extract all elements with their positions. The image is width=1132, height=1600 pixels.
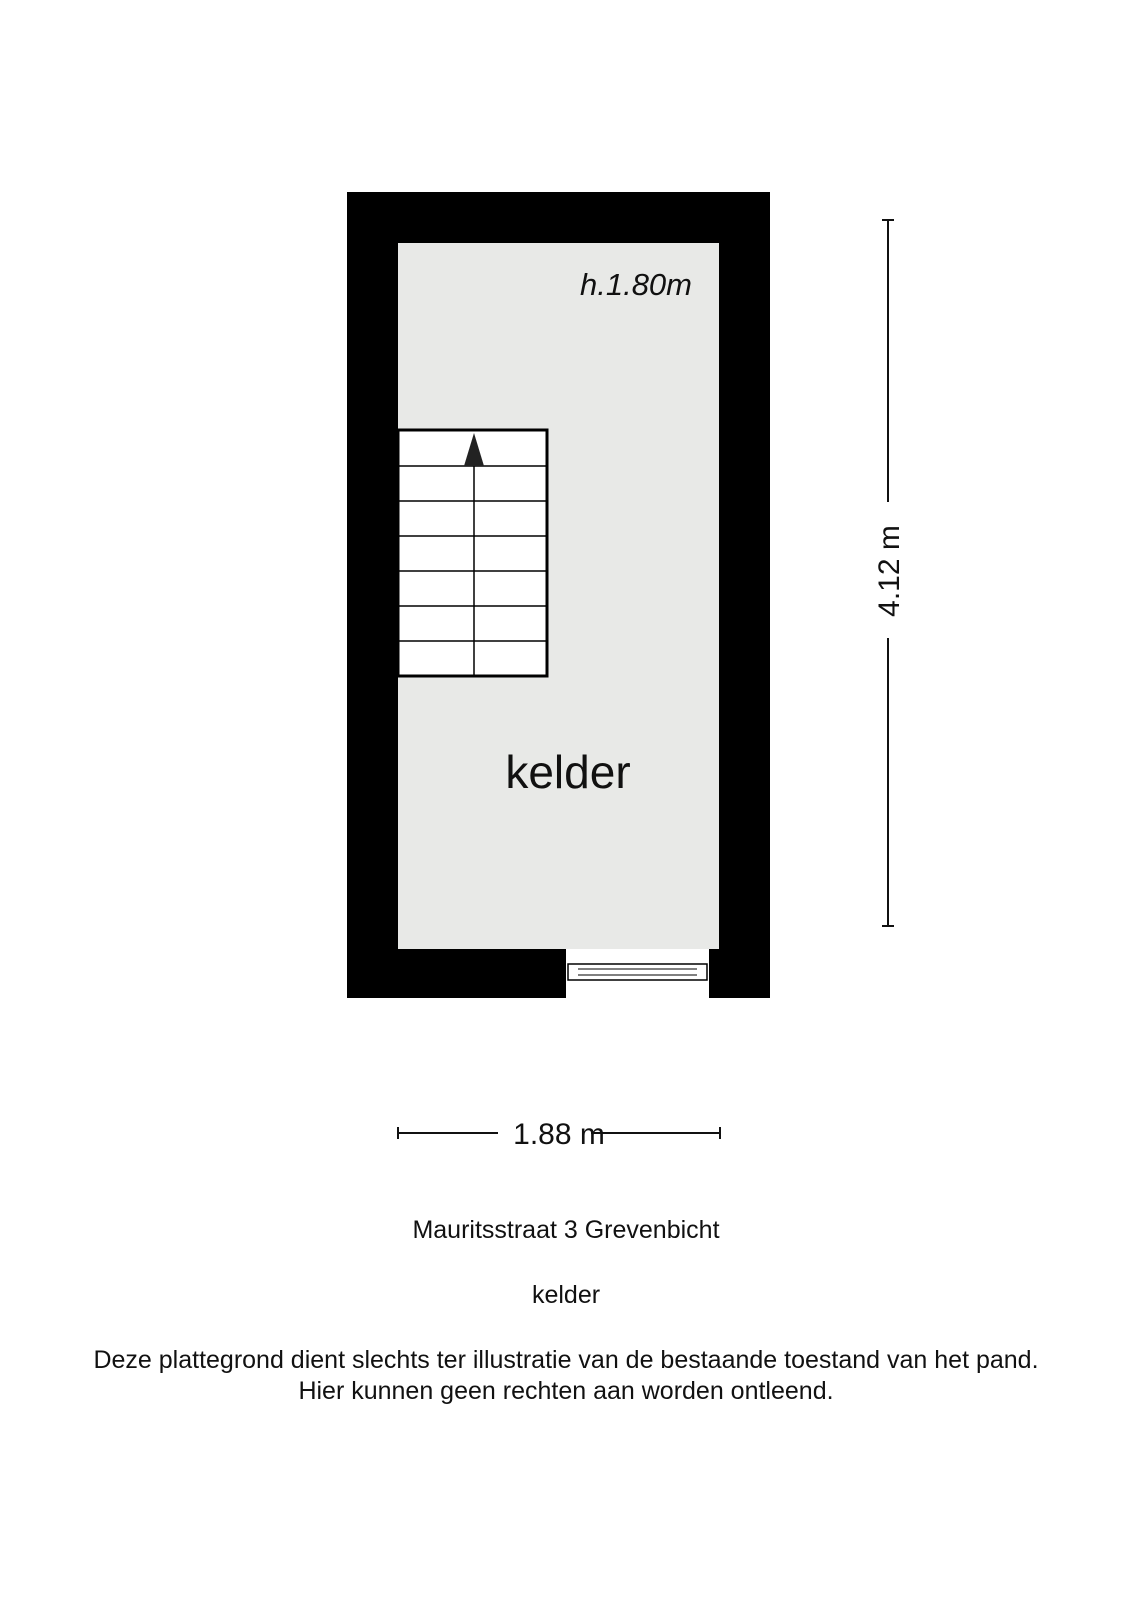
floor-caption: kelder	[531, 1281, 601, 1309]
room-label: kelder	[505, 746, 631, 798]
disclaimer-line-2: Hier kunnen geen rechten aan worden ontleend.	[298, 1377, 834, 1405]
width-dimension	[398, 1118, 720, 1151]
width-dimension-label: 1.88 m	[513, 1118, 605, 1151]
address-caption: Mauritsstraat 3 Grevenbicht	[412, 1216, 720, 1244]
ceiling-height-label: h.1.80m	[579, 267, 692, 302]
window	[565, 949, 710, 998]
staircase	[398, 430, 547, 676]
depth-dimension	[873, 220, 906, 926]
disclaimer	[0, 1345, 1132, 1407]
disclaimer-line-1: Deze plattegrond dient slechts ter illustratie van de bestaande toestand van het pand.	[93, 1346, 1039, 1374]
depth-dimension-label: 4.12 m	[873, 525, 906, 617]
stair-outline	[398, 430, 547, 676]
